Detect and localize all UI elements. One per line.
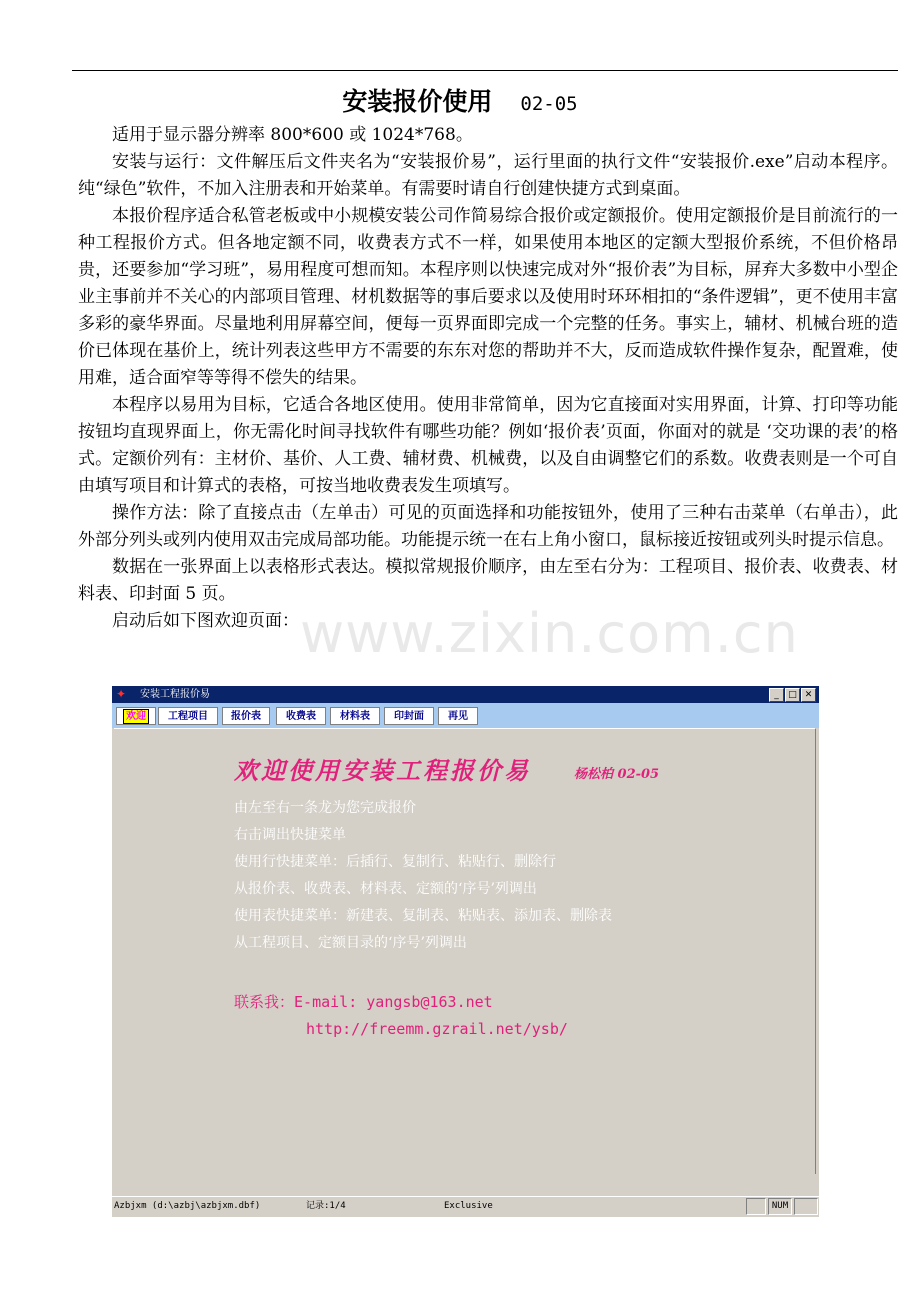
status-num-indicator: NUM [768, 1198, 792, 1215]
paragraph-pages: 数据在一张界面上以表格形式表达。模拟常规报价顺序，由左至右分为：工程项目、报价表、收费表、材料表、印封面 5 页。 [78, 557, 898, 604]
title-version: 02-05 [520, 93, 578, 115]
paragraph-resolution: 适用于显示器分辨率 800*600 或 1024*768。 [112, 125, 473, 145]
paragraph-startup: 启动后如下图欢迎页面： [112, 611, 299, 631]
tab-projects[interactable] [158, 707, 218, 725]
maximize-button[interactable]: □ [785, 688, 800, 702]
tab-label: 报价表 [231, 711, 261, 722]
tab-label: 工程项目 [168, 711, 208, 722]
tab-quotation[interactable] [222, 707, 270, 725]
welcome-heading: 欢迎使用安装工程报价易 [234, 756, 531, 785]
paragraph-operation: 操作方法：除了直接点击（左单击）可见的页面选择和功能按钮外，使用了三种右击菜单（右单击），此外部分列头或列内使用双击完成局部功能。功能提示统一在右上角小窗口，鼠标接近按钮或列头时提示信息。 [78, 503, 898, 550]
tab-label: 收费表 [286, 711, 316, 722]
window-controls [769, 688, 816, 702]
window-titlebar[interactable] [112, 686, 819, 703]
hint-line: 右击调出快捷菜单 [234, 827, 346, 843]
email-link[interactable]: E-mail: yangsb@163.net [294, 993, 493, 1011]
contact-label: 联系我： [234, 993, 295, 1011]
status-mode: Exclusive [444, 1201, 493, 1211]
contact-info [234, 989, 568, 1043]
status-bar [112, 1196, 819, 1217]
close-button[interactable]: ✕ [801, 688, 816, 702]
document-body [78, 122, 898, 635]
status-record: 记录:1/4 [306, 1201, 346, 1211]
paragraph-install: 安装与运行：文件解压后文件夹名为“安装报价易”，运行里面的执行文件“安装报价.exe”启动本程序。纯“绿色”软件，不加入注册表和开始菜单。有需要时请自行创建快捷方式到桌面。 [78, 152, 898, 199]
tab-bar [112, 703, 819, 728]
tab-welcome[interactable] [116, 707, 156, 725]
hint-line: 使用行快捷菜单：后插行、复制行、粘贴行、删除行 [234, 854, 556, 870]
app-window [112, 686, 819, 1216]
tab-fees[interactable] [276, 707, 326, 725]
status-indicator-empty [746, 1198, 766, 1215]
tab-cover[interactable] [384, 707, 434, 725]
tab-label: 再见 [448, 711, 468, 722]
hint-line: 从工程项目、定额目录的‘序号’列调出 [234, 935, 467, 951]
tab-materials[interactable] [330, 707, 380, 725]
paragraph-usability: 本程序以易用为目标，它适合各地区使用。使用非常简单，因为它直接面对实用界面，计算、打印等功能按钮均直现界面上，你无需化时间寻找软件有哪些功能？例如‘报价表’页面，你面对的就是 ‘交功课的表’的格式。定额价列有：主材价、基价、人工费、辅材费、机械费，以及自由调整它们的系数。收费表则是一个可自由填写项目和计算式的表格，可按当地收费表发生项填写。 [78, 395, 898, 496]
status-indicator-empty [794, 1198, 818, 1215]
status-file: Azbjxm (d:\azbj\azbjxm.dbf) [114, 1201, 261, 1211]
hint-list [234, 795, 612, 957]
paragraph-purpose: 本报价程序适合私管老板或中小规模安装公司作简易综合报价或定额报价。使用定额报价是目前流行的一种工程报价方式。但各地定额不同，收费表方式不一样，如果使用本地区的定额大型报价系统，不但价格昂贵，还要参加“学习班”，易用程度可想而知。本程序则以快速完成对外“报价表”为目标，屏弃大多数中小型企业主事前并不关心的内部项目管理、材机数据等的事后要求以及使用时环环相扣的“条件逻辑”，更不使用丰富多彩的豪华界面。尽量地利用屏幕空间，便每一页界面即完成一个完整的任务。事实上，辅材、机械台班的造价已体现在基价上，统计列表这些甲方不需要的东东对您的帮助并不大，反而造成软件操作复杂，配置难，使用难，适合面窄等等得不偿失的结果。 [78, 206, 898, 388]
homepage-link[interactable]: http://freemm.gzrail.net/ysb/ [306, 1020, 568, 1038]
app-logo-icon: ✦ [116, 687, 127, 701]
hint-line: 从报价表、收费表、材料表、定额的‘序号’列调出 [234, 881, 537, 897]
tab-goodbye[interactable] [438, 707, 478, 725]
hint-line: 由左至右一条龙为您完成报价 [234, 800, 416, 816]
tab-label: 欢迎 [123, 709, 149, 724]
hint-line: 使用表快捷菜单：新建表、复制表、粘贴表、添加表、删除表 [234, 908, 612, 924]
title-text: 安装报价使用 [342, 87, 493, 116]
tab-label: 材料表 [340, 711, 370, 722]
welcome-panel [114, 728, 816, 1174]
header-rule [72, 70, 898, 71]
minimize-button[interactable]: _ [769, 688, 784, 702]
tab-label: 印封面 [394, 711, 424, 722]
watermark: www.zixin.com.cn [300, 602, 799, 665]
window-title: 安装工程报价易 [140, 689, 210, 700]
author-signature: 杨松柏 02-05 [574, 767, 660, 782]
page-title [0, 82, 920, 118]
